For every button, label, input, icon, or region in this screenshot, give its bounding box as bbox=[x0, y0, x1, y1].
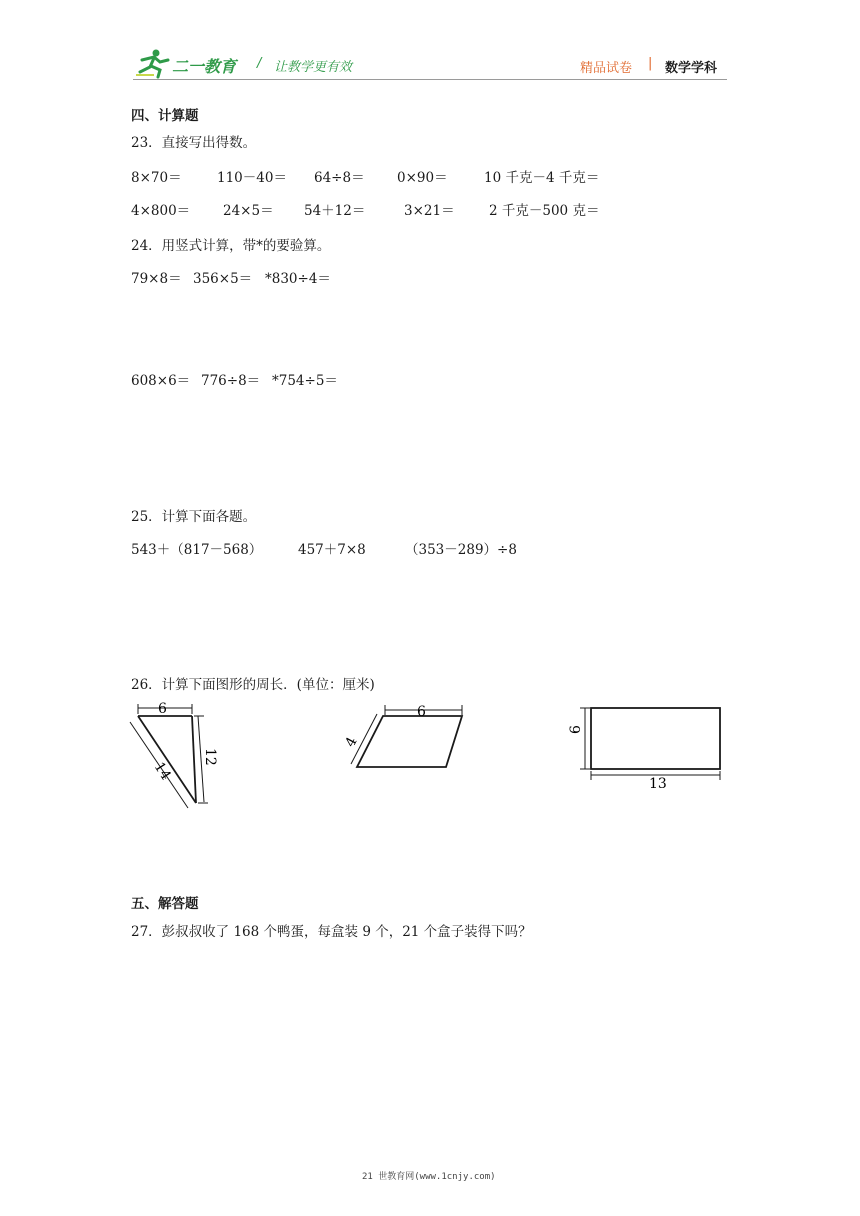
rectangle-figure bbox=[568, 700, 728, 792]
footer-text: 21 世教育网(www.1cnjy.com) bbox=[362, 1172, 496, 1182]
q23-item: 2 千克－500 克＝ bbox=[489, 203, 600, 219]
q23-item: 4×800＝ bbox=[131, 203, 191, 219]
q23-prompt: 23．直接写出得数。 bbox=[131, 135, 257, 151]
q25-item: （353－289）÷8 bbox=[405, 542, 517, 558]
q27-prompt: 27．彭叔叔收了 168 个鸭蛋，每盒装 9 个，21 个盒子装得下吗？ bbox=[131, 924, 532, 940]
q25-prompt: 25．计算下面各题。 bbox=[131, 509, 257, 525]
triangle-left-label: 14 bbox=[150, 759, 174, 784]
section5-title: 五、解答题 bbox=[131, 896, 199, 912]
q24-prompt: 24．用竖式计算，带*的要验算。 bbox=[131, 238, 331, 254]
header-label: 精品试卷 bbox=[580, 61, 633, 76]
q24-item: 79×8＝ bbox=[131, 271, 182, 287]
q23-item: 8×70＝ bbox=[131, 170, 182, 186]
q23-item: 3×21＝ bbox=[404, 203, 455, 219]
triangle-top-label: 6 bbox=[158, 701, 167, 717]
q24-item: 608×6＝ bbox=[131, 373, 191, 389]
header-separator: / bbox=[257, 56, 262, 71]
q25-item: 543＋（817－568） bbox=[131, 542, 263, 558]
parallelogram-figure bbox=[342, 700, 471, 775]
q26-prompt: 26．计算下面图形的周长．(单位：厘米) bbox=[131, 677, 375, 693]
q23-item: 110－40＝ bbox=[217, 170, 287, 186]
triangle-right-label: 12 bbox=[202, 748, 218, 766]
runner-icon bbox=[134, 48, 174, 78]
parallelogram-top-label: 6 bbox=[417, 704, 426, 720]
rectangle-bottom-label: 13 bbox=[649, 776, 667, 792]
q25-item: 457＋7×8 bbox=[298, 542, 366, 558]
triangle-figure bbox=[126, 700, 222, 812]
logo-text: 二一教育 bbox=[172, 57, 237, 76]
q24-item: *754÷5＝ bbox=[272, 373, 338, 389]
q23-item: 54＋12＝ bbox=[304, 203, 366, 219]
q23-item: 0×90＝ bbox=[397, 170, 448, 186]
header-subject: 数学学科 bbox=[665, 61, 718, 76]
logo bbox=[134, 48, 244, 78]
q23-item: 10 千克－4 千克＝ bbox=[484, 170, 600, 186]
rectangle-height-label: 6 bbox=[568, 725, 584, 734]
header-rule bbox=[133, 79, 727, 80]
q24-item: 356×5＝ bbox=[193, 271, 253, 287]
parallelogram-side-label: 4 bbox=[342, 734, 361, 750]
q24-item: 776÷8＝ bbox=[201, 373, 261, 389]
section4-title: 四、计算题 bbox=[131, 108, 199, 124]
q23-item: 64÷8＝ bbox=[314, 170, 365, 186]
q24-item: *830÷4＝ bbox=[265, 271, 331, 287]
header-divider: | bbox=[648, 56, 653, 71]
q23-item: 24×5＝ bbox=[223, 203, 274, 219]
header-slogan: 让教学更有效 bbox=[274, 60, 353, 75]
